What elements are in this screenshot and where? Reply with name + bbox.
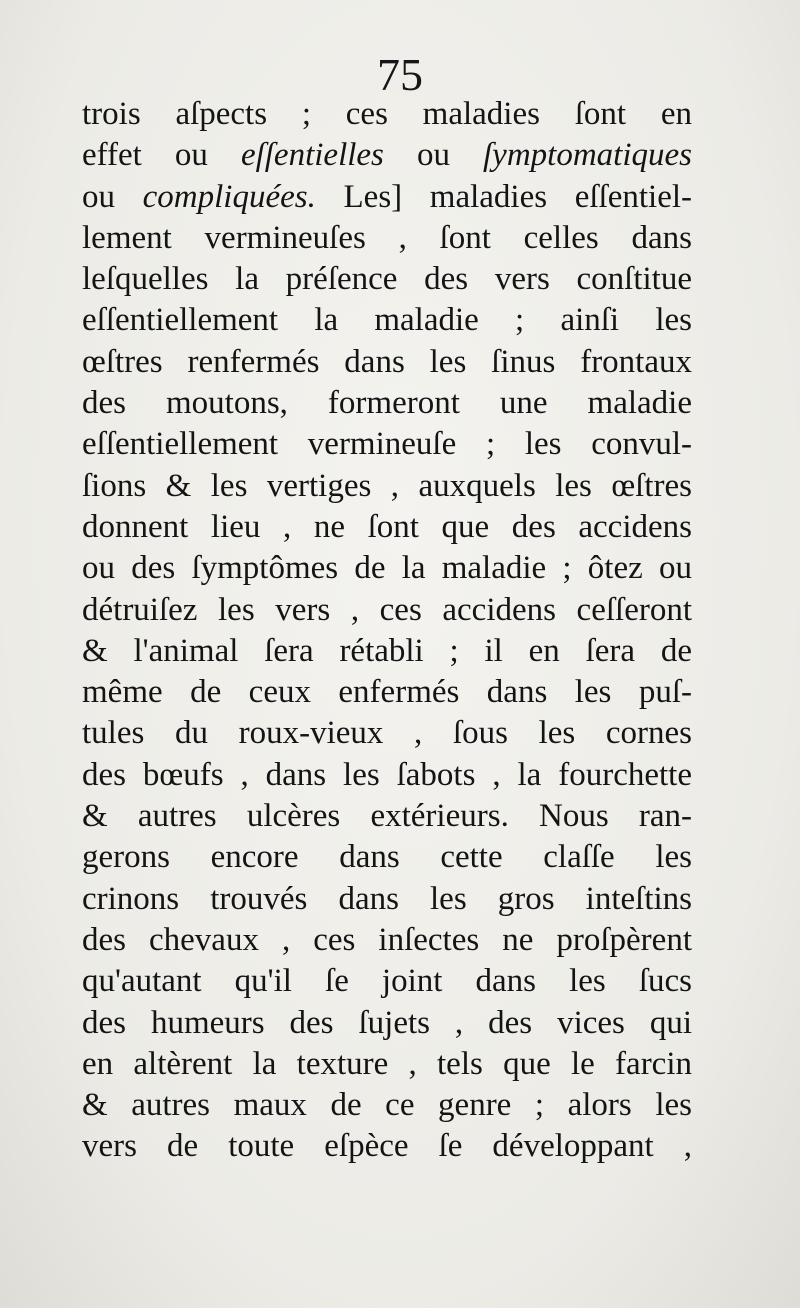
text-line: en altèrent la texture , tels que le farcin	[82, 1045, 692, 1082]
text-line: qu'autant qu'il ſe joint dans les ſucs	[82, 963, 692, 1000]
text-line: ou des ſymptômes de la maladie ; ôtez ou	[82, 550, 692, 587]
text-line: ſions & les vertiges , auxquels les œſtres	[82, 467, 692, 504]
italic-term: ſymptomatiques	[483, 137, 692, 174]
text-line: des moutons, formeront une maladie	[82, 385, 692, 422]
text-line: & l'animal ſera rétabli ; il en ſera de	[82, 632, 692, 669]
text-line: des bœufs , dans les ſabots , la fourchette	[82, 756, 692, 793]
text-line: tules du roux-vieux , ſous les cornes	[82, 715, 692, 752]
text-line: crinons trouvés dans les gros inteſtins	[82, 880, 692, 917]
text-line: donnent lieu , ne ſont que des accidens	[82, 508, 692, 545]
text-run: effet ou	[82, 137, 241, 174]
text-line	[82, 135, 692, 176]
text-line: & autres ulcères extérieurs. Nous ran-	[82, 798, 692, 835]
text-line: des humeurs des ſujets , des vices qui	[82, 1004, 692, 1041]
text-line: leſquelles la préſence des vers conſtitue	[82, 261, 692, 298]
text-line: des chevaux , ces inſectes ne proſpèrent	[82, 921, 692, 958]
text-line: œſtres renfermés dans les ſinus frontaux	[82, 343, 692, 380]
text-line: trois aſpects ; ces maladies ſont en	[82, 96, 692, 132]
page-number: 75	[377, 49, 423, 100]
text-line: détruiſez les vers , ces accidens ceſſeront	[82, 591, 692, 628]
text-line: eſſentiellement la maladie ; ainſi les	[82, 302, 692, 339]
text-line: & autres maux de ce genre ; alors les	[82, 1087, 692, 1124]
text-run: ou	[82, 178, 143, 215]
italic-term: compliquées.	[142, 178, 316, 215]
text-run: ou	[383, 137, 484, 174]
text-line: vers de toute eſpèce ſe développant ,	[82, 1128, 692, 1165]
text-line	[82, 177, 692, 218]
italic-term: eſſentielles	[240, 137, 384, 174]
text-run: Les] maladies eſſentiel-	[315, 178, 693, 215]
text-line: lement vermineuſes , ſont celles dans	[82, 219, 692, 256]
text-line: eſſentiellement vermineuſe ; les convul-	[82, 426, 692, 463]
text-line: gerons encore dans cette claſſe les	[82, 839, 692, 876]
body-text	[82, 94, 692, 1168]
text-line: même de ceux enfermés dans les puſ-	[82, 674, 692, 711]
